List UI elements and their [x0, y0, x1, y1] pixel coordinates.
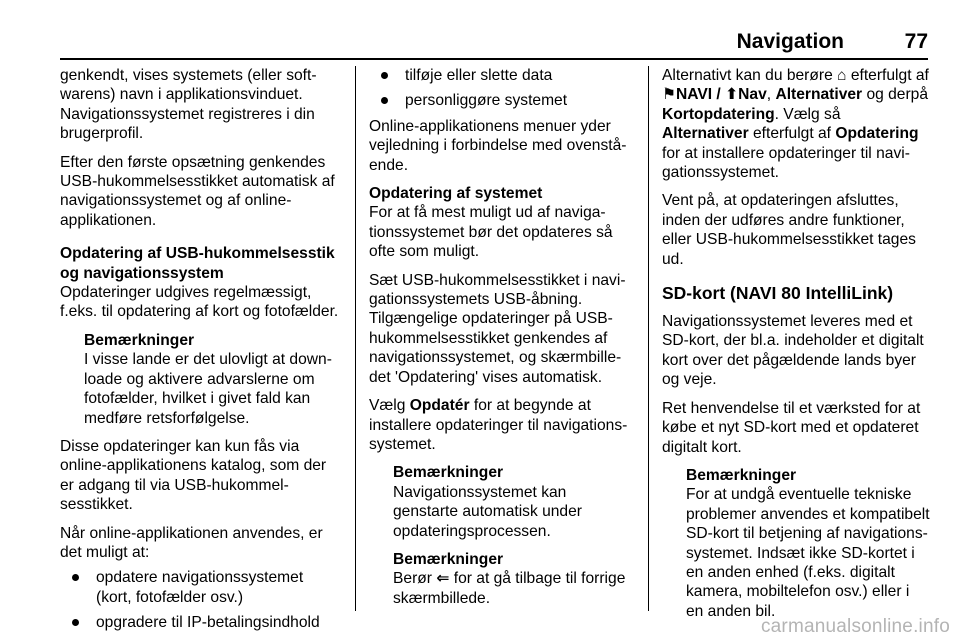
list-item: opgradere til IP-betalingsindhold [60, 613, 342, 632]
text: Alternativt kan du berøre [662, 67, 838, 84]
menu-option-update: Opdatér [409, 397, 470, 415]
paragraph: For at få mest muligt ud af navigationssystemet bør det opdateres så ofte som muligt. [369, 204, 613, 261]
note [84, 331, 342, 428]
text: / [712, 86, 726, 104]
note-body: Navigationssystemet kan genstarte automatisk under opdateringsprocessen. [393, 483, 582, 540]
column-divider-2 [648, 66, 649, 611]
menu-option-nav: Nav [738, 86, 767, 104]
text: , [766, 86, 776, 104]
text: efterfulgt af [748, 125, 836, 143]
paragraph: Navigationssystemet leveres med et SD-kort, der bl.a. indeholder et digitalt kort over det pågældende lands byer og veje. [662, 313, 924, 389]
menu-option-navi: NAVI [675, 86, 713, 104]
text: for at gå tilbage til forrige skærmbillede. [393, 570, 626, 607]
note-heading: Bemærkninger [393, 550, 504, 568]
note-heading: Bemærkninger [393, 464, 504, 482]
menu-option-alternatives: Alternativer [662, 125, 749, 143]
list-item: tilføje eller slette data [369, 66, 633, 85]
bullet-list [60, 568, 342, 632]
note-body: For at undgå eventuelle tekniske problemer anvendes et kompatibelt SD-kort til betjening af navigationssystemet. Indsæt ikke SD-kortet i en anden enhed (f.eks. digitalt kamera, mobiltelefon osv.) eller i en anden bil. [686, 486, 930, 620]
paragraph: Disse opdateringer kan kun fås via online-applikationens katalog, som der er adgang til via USB-hukommelsesstikket. [60, 437, 327, 514]
text: for at begynde at installere opdateringer til navigationssystemet. [369, 397, 628, 453]
menu-option-update: Opdatering [835, 125, 919, 143]
list-item: opdatere navigationssystemet (kort, fotofælder osv.) [60, 568, 342, 607]
note-body: I visse lande er det ulovligt at downloade og aktivere advarslerne om fotofælder, hvilket i givet fald kan medføre retsforfølgelse. [84, 351, 332, 427]
column-2 [369, 66, 633, 617]
text: . Vælg så [774, 105, 841, 123]
list-item: personliggøre systemet [369, 91, 633, 110]
section-title: Navigation [736, 30, 844, 53]
paragraph: Efter den første opsætning genkendes USB-hukommelsesstikket automatisk af navigationssystemet og af online-applikationen. [60, 153, 335, 229]
page-header [60, 0, 928, 60]
paragraph [662, 66, 930, 182]
note [393, 463, 633, 541]
paragraph: Når online-applikationen anvendes, er det muligt at: [60, 524, 323, 561]
paragraph: Vent på, at opdateringen afsluttes, inden der udføres andre funktioner, eller USB-hukommelsesstikket tages ud. [662, 192, 916, 268]
paragraph [369, 396, 633, 454]
text: Berør [393, 570, 437, 588]
column-3 [662, 66, 930, 630]
subheading: Opdatering af USB-hukommelsesstik og navigationssystem [60, 245, 335, 282]
menu-option-alternatives: Alternativer [775, 86, 863, 104]
note [686, 466, 930, 621]
note-heading: Bemærkninger [84, 331, 195, 349]
nav-arrow-icon: ⬆ [725, 86, 739, 104]
bullet-list [369, 66, 633, 111]
paragraph: Ret henvendelse til et værksted for at købe et nyt SD-kort med et opdateret digitalt kort. [662, 399, 921, 456]
menu-option-map-update: Kortopdatering [662, 105, 775, 123]
column-divider-1 [355, 66, 356, 611]
column-1 [60, 66, 342, 639]
text: og derpå [862, 86, 929, 104]
text: Vælg [369, 397, 410, 415]
note [393, 550, 633, 608]
paragraph: genkendt, vises systemets (eller softwarens) navn i applikationsvinduet. Navigationssystemet registreres i din brugerprofil. [60, 67, 317, 143]
subheading: Opdatering af systemet [369, 185, 543, 203]
paragraph: Opdateringer udgives regelmæssigt, f.eks. til opdatering af kort og fotofælder. [60, 284, 339, 321]
text: for at installere opdateringer til navigationssystemet. [662, 144, 910, 182]
paragraph: Online-applikationens menuer yder vejledning i forbindelse med ovenstående. [369, 117, 627, 174]
back-arrow-icon: ⇐ [436, 570, 450, 588]
text: efterfulgt af [846, 67, 929, 84]
watermark: carmanualsonline.info [760, 616, 950, 637]
section-heading: SD-kort (NAVI 80 IntelliLink) [662, 283, 894, 304]
page-number: 77 [904, 30, 928, 53]
note-heading: Bemærkninger [686, 466, 797, 484]
flag-icon: ⚑ [662, 86, 676, 104]
paragraph: Sæt USB-hukommelsesstikket i navigationssystemets USB-åbning. Tilgængelige opdateringer på USB-hukommelsesstikket genkendes af navigationssystemet, og skærmbilledet 'Opdatering' vises automatisk. [369, 271, 626, 386]
home-icon: ⌂ [837, 67, 847, 84]
